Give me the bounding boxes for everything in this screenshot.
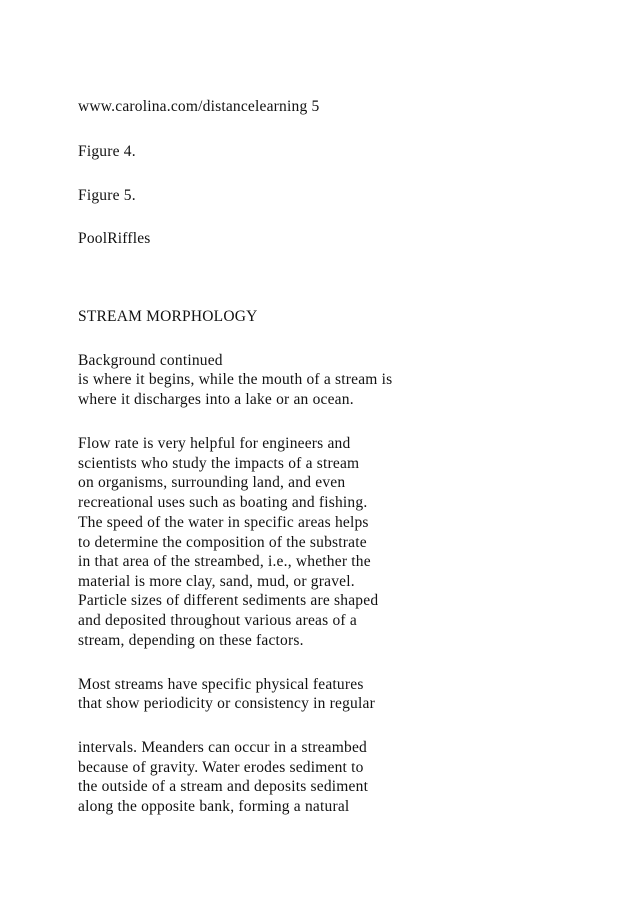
paragraph-line: Most streams have specific physical features (78, 676, 364, 693)
paragraph-line: recreational uses such as boating and fishing. (78, 494, 368, 511)
paragraph-line: in that area of the streambed, i.e., whether the (78, 553, 371, 570)
paragraph-line: scientists who study the impacts of a stream (78, 455, 360, 472)
paragraph-line: and deposited throughout various areas of a (78, 612, 357, 629)
paragraph-line: intervals. Meanders can occur in a streambed (78, 739, 367, 756)
paragraph-line: The speed of the water in specific areas helps (78, 514, 369, 531)
paragraph-line: along the opposite bank, forming a natural (78, 798, 350, 815)
paragraph-line: because of gravity. Water erodes sediment to (78, 759, 364, 776)
paragraph-line: that show periodicity or consistency in regular (78, 695, 375, 712)
figure-4-caption: Figure 4. (78, 143, 136, 160)
url-line: www.carolina.com/distancelearning 5 (78, 98, 320, 115)
paragraph-line: on organisms, surrounding land, and even (78, 474, 346, 491)
figure-5-caption: Figure 5. (78, 187, 136, 204)
paragraph-line: Background continued (78, 352, 223, 369)
paragraph-line: Flow rate is very helpful for engineers and (78, 435, 351, 452)
section-title: STREAM MORPHOLOGY (78, 308, 258, 325)
figure-labels: PoolRiffles (78, 230, 151, 247)
paragraph-line: material is more clay, sand, mud, or gravel. (78, 573, 355, 590)
paragraph-line: the outside of a stream and deposits sediment (78, 778, 369, 795)
paragraph-line: Particle sizes of different sediments are shaped (78, 592, 379, 609)
paragraph-line: to determine the composition of the substrate (78, 534, 367, 551)
paragraph-line: stream, depending on these factors. (78, 632, 304, 649)
paragraph-line: is where it begins, while the mouth of a stream is (78, 371, 393, 388)
paragraph-line: where it discharges into a lake or an ocean. (78, 391, 354, 408)
